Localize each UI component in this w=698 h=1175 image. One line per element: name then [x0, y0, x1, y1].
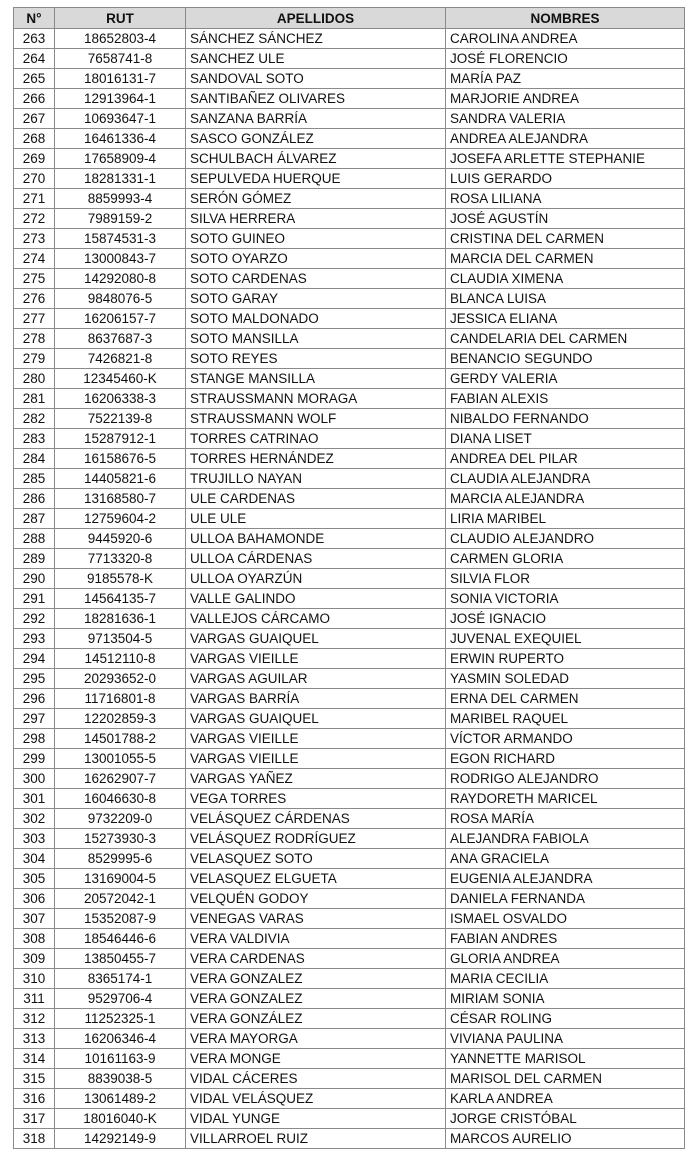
row-number: 276: [14, 289, 55, 309]
table-row: [14, 149, 685, 169]
table-body: [14, 29, 685, 1149]
rut-cell: 16046630-8: [55, 789, 186, 809]
row-number: 271: [14, 189, 55, 209]
row-number: 265: [14, 69, 55, 89]
nombres-cell: MARISOL DEL CARMEN: [446, 1069, 685, 1089]
apellidos-cell: STANGE MANSILLA: [186, 369, 446, 389]
row-number: 264: [14, 49, 55, 69]
nombres-cell: MARCOS AURELIO: [446, 1129, 685, 1149]
rut-cell: 11716801-8: [55, 689, 186, 709]
nombres-cell: GERDY VALERIA: [446, 369, 685, 389]
row-number: 296: [14, 689, 55, 709]
rut-cell: 13169004-5: [55, 869, 186, 889]
table-row: [14, 309, 685, 329]
nombres-cell: SONIA VICTORIA: [446, 589, 685, 609]
nombres-cell: MARJORIE ANDREA: [446, 89, 685, 109]
rut-cell: 13000843-7: [55, 249, 186, 269]
apellidos-cell: VENEGAS VARAS: [186, 909, 446, 929]
table-row: [14, 1049, 685, 1069]
row-number: 282: [14, 409, 55, 429]
row-number: 280: [14, 369, 55, 389]
table-row: [14, 589, 685, 609]
rut-cell: 10161163-9: [55, 1049, 186, 1069]
apellidos-cell: VARGAS VIEILLE: [186, 749, 446, 769]
apellidos-cell: SOTO MALDONADO: [186, 309, 446, 329]
apellidos-cell: VELÁSQUEZ RODRÍGUEZ: [186, 829, 446, 849]
row-number: 308: [14, 929, 55, 949]
rut-cell: 7713320-8: [55, 549, 186, 569]
rut-cell: 16461336-4: [55, 129, 186, 149]
table-row: [14, 689, 685, 709]
apellidos-cell: VELÁSQUEZ CÁRDENAS: [186, 809, 446, 829]
table-row: [14, 1069, 685, 1089]
header-num: N°: [14, 8, 55, 29]
row-number: 305: [14, 869, 55, 889]
rut-cell: 15273930-3: [55, 829, 186, 849]
table-row: [14, 1089, 685, 1109]
rut-cell: 15287912-1: [55, 429, 186, 449]
rut-cell: 18546446-6: [55, 929, 186, 949]
apellidos-cell: ULLOA BAHAMONDE: [186, 529, 446, 549]
row-number: 304: [14, 849, 55, 869]
rut-cell: 8365174-1: [55, 969, 186, 989]
table-row: [14, 789, 685, 809]
table-row: [14, 469, 685, 489]
rut-cell: 9713504-5: [55, 629, 186, 649]
row-number: 292: [14, 609, 55, 629]
table-row: [14, 649, 685, 669]
apellidos-cell: SANZANA BARRÍA: [186, 109, 446, 129]
rut-cell: 13168580-7: [55, 489, 186, 509]
apellidos-cell: TORRES HERNÁNDEZ: [186, 449, 446, 469]
row-number: 312: [14, 1009, 55, 1029]
apellidos-cell: SILVA HERRERA: [186, 209, 446, 229]
nombres-cell: CAROLINA ANDREA: [446, 29, 685, 49]
nombres-cell: ROSA MARÍA: [446, 809, 685, 829]
table-row: [14, 889, 685, 909]
table-row: [14, 729, 685, 749]
table-row: [14, 609, 685, 629]
table-row: [14, 629, 685, 649]
apellidos-cell: VARGAS BARRÍA: [186, 689, 446, 709]
row-number: 314: [14, 1049, 55, 1069]
apellidos-cell: SEPULVEDA HUERQUE: [186, 169, 446, 189]
apellidos-cell: VERA GONZALEZ: [186, 989, 446, 1009]
table-row: [14, 549, 685, 569]
table-row: [14, 429, 685, 449]
apellidos-cell: SCHULBACH ÁLVAREZ: [186, 149, 446, 169]
apellidos-cell: VELASQUEZ ELGUETA: [186, 869, 446, 889]
apellidos-cell: STRAUSSMANN WOLF: [186, 409, 446, 429]
row-number: 269: [14, 149, 55, 169]
row-number: 313: [14, 1029, 55, 1049]
nombres-cell: MARCIA DEL CARMEN: [446, 249, 685, 269]
row-number: 283: [14, 429, 55, 449]
row-number: 307: [14, 909, 55, 929]
rut-cell: 8637687-3: [55, 329, 186, 349]
nombres-cell: YASMIN SOLEDAD: [446, 669, 685, 689]
nombres-cell: SANDRA VALERIA: [446, 109, 685, 129]
nombres-cell: MIRIAM SONIA: [446, 989, 685, 1009]
rut-cell: 14501788-2: [55, 729, 186, 749]
nombres-cell: ROSA LILIANA: [446, 189, 685, 209]
row-number: 303: [14, 829, 55, 849]
nombres-cell: MARIA CECILIA: [446, 969, 685, 989]
rut-cell: 9185578-K: [55, 569, 186, 589]
apellidos-cell: VARGAS GUAIQUEL: [186, 709, 446, 729]
row-number: 274: [14, 249, 55, 269]
nombres-cell: LUIS GERARDO: [446, 169, 685, 189]
rut-cell: 16206338-3: [55, 389, 186, 409]
nombres-cell: RODRIGO ALEJANDRO: [446, 769, 685, 789]
rut-cell: 16262907-7: [55, 769, 186, 789]
apellidos-cell: VERA MAYORGA: [186, 1029, 446, 1049]
nombres-cell: ISMAEL OSVALDO: [446, 909, 685, 929]
apellidos-cell: VIDAL YUNGE: [186, 1109, 446, 1129]
nombres-cell: JESSICA ELIANA: [446, 309, 685, 329]
row-number: 315: [14, 1069, 55, 1089]
apellidos-cell: VELQUÉN GODOY: [186, 889, 446, 909]
table-row: [14, 89, 685, 109]
apellidos-cell: VARGAS VIEILLE: [186, 729, 446, 749]
apellidos-cell: VERA GONZÁLEZ: [186, 1009, 446, 1029]
rut-cell: 8859993-4: [55, 189, 186, 209]
nombres-cell: CÉSAR ROLING: [446, 1009, 685, 1029]
nombres-cell: DIANA LISET: [446, 429, 685, 449]
row-number: 275: [14, 269, 55, 289]
row-number: 318: [14, 1129, 55, 1149]
apellidos-cell: SERÓN GÓMEZ: [186, 189, 446, 209]
row-number: 268: [14, 129, 55, 149]
nombres-cell: FABIAN ALEXIS: [446, 389, 685, 409]
table-row: [14, 1129, 685, 1149]
nombres-cell: CLAUDIO ALEJANDRO: [446, 529, 685, 549]
rut-cell: 7658741-8: [55, 49, 186, 69]
rut-cell: 12345460-K: [55, 369, 186, 389]
table-row: [14, 389, 685, 409]
rut-cell: 12913964-1: [55, 89, 186, 109]
table-row: [14, 269, 685, 289]
rut-cell: 14512110-8: [55, 649, 186, 669]
row-number: 301: [14, 789, 55, 809]
apellidos-cell: VERA VALDIVIA: [186, 929, 446, 949]
row-number: 278: [14, 329, 55, 349]
row-number: 309: [14, 949, 55, 969]
table-row: [14, 409, 685, 429]
nombres-cell: CARMEN GLORIA: [446, 549, 685, 569]
nombres-cell: SILVIA FLOR: [446, 569, 685, 589]
header-nombres: NOMBRES: [446, 8, 685, 29]
apellidos-cell: TORRES CATRINAO: [186, 429, 446, 449]
nombres-cell: VÍCTOR ARMANDO: [446, 729, 685, 749]
nombres-cell: ANA GRACIELA: [446, 849, 685, 869]
table-row: [14, 249, 685, 269]
table-row: [14, 29, 685, 49]
header-rut: RUT: [55, 8, 186, 29]
row-number: 300: [14, 769, 55, 789]
row-number: 310: [14, 969, 55, 989]
table-row: [14, 1109, 685, 1129]
rut-cell: 9732209-0: [55, 809, 186, 829]
table-row: [14, 129, 685, 149]
rut-cell: 7522139-8: [55, 409, 186, 429]
rut-cell: 7989159-2: [55, 209, 186, 229]
rut-cell: 15874531-3: [55, 229, 186, 249]
rut-cell: 7426821-8: [55, 349, 186, 369]
nombres-cell: ANDREA DEL PILAR: [446, 449, 685, 469]
rut-cell: 9848076-5: [55, 289, 186, 309]
rut-cell: 10693647-1: [55, 109, 186, 129]
table-row: [14, 769, 685, 789]
apellidos-cell: VARGAS VIEILLE: [186, 649, 446, 669]
nombres-cell: JORGE CRISTÓBAL: [446, 1109, 685, 1129]
row-number: 285: [14, 469, 55, 489]
registry-table: [13, 7, 685, 1149]
nombres-cell: BLANCA LUISA: [446, 289, 685, 309]
apellidos-cell: VIDAL VELÁSQUEZ: [186, 1089, 446, 1109]
rut-cell: 8529995-6: [55, 849, 186, 869]
row-number: 299: [14, 749, 55, 769]
nombres-cell: JOSEFA ARLETTE STEPHANIE: [446, 149, 685, 169]
rut-cell: 16206157-7: [55, 309, 186, 329]
apellidos-cell: SANDOVAL SOTO: [186, 69, 446, 89]
nombres-cell: ALEJANDRA FABIOLA: [446, 829, 685, 849]
table-row: [14, 369, 685, 389]
nombres-cell: MARCIA ALEJANDRA: [446, 489, 685, 509]
rut-cell: 16158676-5: [55, 449, 186, 469]
nombres-cell: YANNETTE MARISOL: [446, 1049, 685, 1069]
rut-cell: 14292080-8: [55, 269, 186, 289]
apellidos-cell: VALLEJOS CÁRCAMO: [186, 609, 446, 629]
table-header-row: [14, 8, 685, 29]
apellidos-cell: SÁNCHEZ SÁNCHEZ: [186, 29, 446, 49]
nombres-cell: EGON RICHARD: [446, 749, 685, 769]
nombres-cell: MARIBEL RAQUEL: [446, 709, 685, 729]
table-row: [14, 869, 685, 889]
table-row: [14, 49, 685, 69]
nombres-cell: LIRIA MARIBEL: [446, 509, 685, 529]
table-row: [14, 749, 685, 769]
table-row: [14, 969, 685, 989]
rut-cell: 13001055-5: [55, 749, 186, 769]
apellidos-cell: VELASQUEZ SOTO: [186, 849, 446, 869]
nombres-cell: RAYDORETH MARICEL: [446, 789, 685, 809]
table-row: [14, 229, 685, 249]
nombres-cell: CANDELARIA DEL CARMEN: [446, 329, 685, 349]
table-row: [14, 509, 685, 529]
apellidos-cell: SOTO GARAY: [186, 289, 446, 309]
table-row: [14, 529, 685, 549]
table-row: [14, 169, 685, 189]
nombres-cell: JOSÉ IGNACIO: [446, 609, 685, 629]
nombres-cell: VIVIANA PAULINA: [446, 1029, 685, 1049]
table-row: [14, 669, 685, 689]
table-row: [14, 909, 685, 929]
table-row: [14, 809, 685, 829]
rut-cell: 16206346-4: [55, 1029, 186, 1049]
apellidos-cell: SOTO OYARZO: [186, 249, 446, 269]
apellidos-cell: TRUJILLO NAYAN: [186, 469, 446, 489]
nombres-cell: ERWIN RUPERTO: [446, 649, 685, 669]
row-number: 297: [14, 709, 55, 729]
nombres-cell: FABIAN ANDRES: [446, 929, 685, 949]
nombres-cell: ERNA DEL CARMEN: [446, 689, 685, 709]
table-row: [14, 329, 685, 349]
table-row: [14, 69, 685, 89]
rut-cell: 18016040-K: [55, 1109, 186, 1129]
rut-cell: 8839038-5: [55, 1069, 186, 1089]
apellidos-cell: SANTIBAÑEZ OLIVARES: [186, 89, 446, 109]
table-row: [14, 709, 685, 729]
row-number: 311: [14, 989, 55, 1009]
apellidos-cell: SOTO CARDENAS: [186, 269, 446, 289]
table-row: [14, 349, 685, 369]
apellidos-cell: ULE ULE: [186, 509, 446, 529]
nombres-cell: JOSÉ FLORENCIO: [446, 49, 685, 69]
apellidos-cell: SOTO GUINEO: [186, 229, 446, 249]
rut-cell: 9445920-6: [55, 529, 186, 549]
apellidos-cell: VILLARROEL RUIZ: [186, 1129, 446, 1149]
rut-cell: 13850455-7: [55, 949, 186, 969]
apellidos-cell: VALLE GALINDO: [186, 589, 446, 609]
row-number: 291: [14, 589, 55, 609]
row-number: 306: [14, 889, 55, 909]
apellidos-cell: VARGAS GUAIQUEL: [186, 629, 446, 649]
nombres-cell: MARÍA PAZ: [446, 69, 685, 89]
row-number: 298: [14, 729, 55, 749]
rut-cell: 9529706-4: [55, 989, 186, 1009]
nombres-cell: CRISTINA DEL CARMEN: [446, 229, 685, 249]
rut-cell: 18281331-1: [55, 169, 186, 189]
nombres-cell: GLORIA ANDREA: [446, 949, 685, 969]
row-number: 284: [14, 449, 55, 469]
rut-cell: 14564135-7: [55, 589, 186, 609]
nombres-cell: CLAUDIA XIMENA: [446, 269, 685, 289]
nombres-cell: BENANCIO SEGUNDO: [446, 349, 685, 369]
table-row: [14, 1009, 685, 1029]
rut-cell: 20572042-1: [55, 889, 186, 909]
apellidos-cell: VEGA TORRES: [186, 789, 446, 809]
table-row: [14, 569, 685, 589]
row-number: 295: [14, 669, 55, 689]
table-row: [14, 849, 685, 869]
apellidos-cell: SOTO MANSILLA: [186, 329, 446, 349]
nombres-cell: ANDREA ALEJANDRA: [446, 129, 685, 149]
nombres-cell: NIBALDO FERNANDO: [446, 409, 685, 429]
row-number: 290: [14, 569, 55, 589]
rut-cell: 18016131-7: [55, 69, 186, 89]
apellidos-cell: VERA MONGE: [186, 1049, 446, 1069]
rut-cell: 12202859-3: [55, 709, 186, 729]
rut-cell: 14292149-9: [55, 1129, 186, 1149]
nombres-cell: DANIELA FERNANDA: [446, 889, 685, 909]
header-apellidos: APELLIDOS: [186, 8, 446, 29]
row-number: 287: [14, 509, 55, 529]
row-number: 277: [14, 309, 55, 329]
apellidos-cell: VERA CARDENAS: [186, 949, 446, 969]
nombres-cell: CLAUDIA ALEJANDRA: [446, 469, 685, 489]
row-number: 273: [14, 229, 55, 249]
row-number: 289: [14, 549, 55, 569]
rut-cell: 18281636-1: [55, 609, 186, 629]
row-number: 263: [14, 29, 55, 49]
table-row: [14, 989, 685, 1009]
row-number: 267: [14, 109, 55, 129]
rut-cell: 13061489-2: [55, 1089, 186, 1109]
row-number: 272: [14, 209, 55, 229]
table-row: [14, 829, 685, 849]
table-row: [14, 289, 685, 309]
rut-cell: 14405821-6: [55, 469, 186, 489]
table-row: [14, 949, 685, 969]
row-number: 266: [14, 89, 55, 109]
apellidos-cell: VIDAL CÁCERES: [186, 1069, 446, 1089]
table-row: [14, 189, 685, 209]
apellidos-cell: VARGAS AGUILAR: [186, 669, 446, 689]
apellidos-cell: SANCHEZ ULE: [186, 49, 446, 69]
nombres-cell: EUGENIA ALEJANDRA: [446, 869, 685, 889]
row-number: 294: [14, 649, 55, 669]
nombres-cell: JOSÉ AGUSTÍN: [446, 209, 685, 229]
row-number: 316: [14, 1089, 55, 1109]
rut-cell: 20293652-0: [55, 669, 186, 689]
rut-cell: 18652803-4: [55, 29, 186, 49]
row-number: 288: [14, 529, 55, 549]
apellidos-cell: ULLOA OYARZÚN: [186, 569, 446, 589]
table-row: [14, 489, 685, 509]
table-row: [14, 1029, 685, 1049]
row-number: 270: [14, 169, 55, 189]
nombres-cell: JUVENAL EXEQUIEL: [446, 629, 685, 649]
rut-cell: 12759604-2: [55, 509, 186, 529]
row-number: 302: [14, 809, 55, 829]
rut-cell: 11252325-1: [55, 1009, 186, 1029]
apellidos-cell: STRAUSSMANN MORAGA: [186, 389, 446, 409]
rut-cell: 15352087-9: [55, 909, 186, 929]
table-row: [14, 929, 685, 949]
table-row: [14, 109, 685, 129]
apellidos-cell: ULLOA CÁRDENAS: [186, 549, 446, 569]
row-number: 317: [14, 1109, 55, 1129]
row-number: 293: [14, 629, 55, 649]
apellidos-cell: ULE CARDENAS: [186, 489, 446, 509]
apellidos-cell: SOTO REYES: [186, 349, 446, 369]
row-number: 286: [14, 489, 55, 509]
row-number: 279: [14, 349, 55, 369]
apellidos-cell: SASCO GONZÁLEZ: [186, 129, 446, 149]
apellidos-cell: VERA GONZALEZ: [186, 969, 446, 989]
table-row: [14, 449, 685, 469]
table-row: [14, 209, 685, 229]
row-number: 281: [14, 389, 55, 409]
nombres-cell: KARLA ANDREA: [446, 1089, 685, 1109]
apellidos-cell: VARGAS YAÑEZ: [186, 769, 446, 789]
rut-cell: 17658909-4: [55, 149, 186, 169]
